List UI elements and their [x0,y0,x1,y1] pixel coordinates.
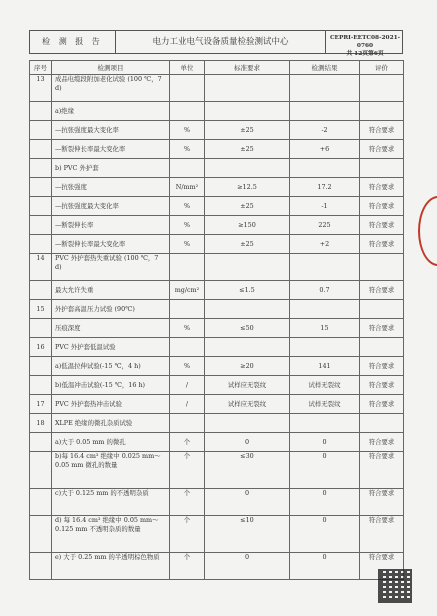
row-requirement [205,300,290,319]
row-unit: 个 [170,516,205,553]
table-row [30,75,404,102]
row-item: PVC 外护套热失重试验 (100 ℃，7 d) [52,254,170,281]
row-requirement: 0 [205,489,290,516]
row-evaluation: 符合要求 [360,140,404,159]
table-row [30,452,404,489]
col-item: 检测项目 [52,61,170,75]
row-item: 成品电缆段附加老化试验 (100 ℃，7 d) [52,75,170,102]
row-no: 18 [30,414,52,433]
table-row [30,178,404,197]
row-item: —断裂伸长率 [52,216,170,235]
row-evaluation: 符合要求 [360,281,404,300]
row-no [30,159,52,178]
page-count: 共 12页第6页 [346,51,384,57]
row-result: 0.7 [290,281,360,300]
row-unit: % [170,357,205,376]
row-result: 试样无裂纹 [290,376,360,395]
table-row [30,140,404,159]
row-unit [170,300,205,319]
row-unit [170,254,205,281]
row-no: 16 [30,338,52,357]
row-no [30,452,52,489]
row-requirement: ≤30 [205,452,290,489]
row-unit: 个 [170,433,205,452]
row-evaluation: 符合要求 [360,376,404,395]
table-row [30,197,404,216]
row-result: 0 [290,452,360,489]
report-type: 检 测 报 告 [42,37,103,46]
row-evaluation [360,254,404,281]
row-no [30,376,52,395]
row-unit: % [170,319,205,338]
row-result: 225 [290,216,360,235]
row-requirement: ≥20 [205,357,290,376]
col-no: 序号 [30,61,52,75]
row-no [30,319,52,338]
row-result: 0 [290,516,360,553]
row-no: 13 [30,75,52,102]
row-result [290,254,360,281]
row-item: PVC 外护套低温试验 [52,338,170,357]
table-row [30,281,404,300]
row-evaluation: 符合要求 [360,357,404,376]
table-row [30,395,404,414]
table-row [30,516,404,553]
row-unit [170,159,205,178]
row-item: —抗张强度 [52,178,170,197]
row-requirement: 试样应无裂纹 [205,376,290,395]
row-result: 17.2 [290,178,360,197]
row-evaluation: 符合要求 [360,319,404,338]
row-item: b)每 16.4 cm³ 绝缘中 0.025 mm～0.05 mm 微孔的数量 [52,452,170,489]
row-result: -2 [290,121,360,140]
row-unit: / [170,395,205,414]
row-item: —断裂伸长率最大变化率 [52,140,170,159]
row-result: 0 [290,433,360,452]
row-requirement: ±25 [205,121,290,140]
row-item: b)低温冲击试验(-15 ℃，16 h) [52,376,170,395]
table-row [30,433,404,452]
row-result [290,159,360,178]
row-result [290,75,360,102]
row-item: XLPE 绝缘的微孔杂质试验 [52,414,170,433]
row-evaluation: 符合要求 [360,489,404,516]
col-evaluation: 评价 [360,61,404,75]
row-no [30,102,52,121]
row-evaluation: 符合要求 [360,452,404,489]
row-no: 14 [30,254,52,281]
table-row [30,102,404,121]
row-item: —断裂伸长率最大变化率 [52,235,170,254]
row-requirement: ≤1.5 [205,281,290,300]
row-item: 压痕深度 [52,319,170,338]
row-evaluation [360,102,404,121]
row-evaluation: 符合要求 [360,121,404,140]
row-no [30,178,52,197]
row-unit: mg/cm² [170,281,205,300]
issuer-name: 电力工业电气设备质量检验测试中心 [152,37,289,47]
row-item: a)绝缘 [52,102,170,121]
row-unit [170,338,205,357]
table-row [30,357,404,376]
row-result: 试样无裂纹 [290,395,360,414]
row-item: —抗张强度最大变化率 [52,121,170,140]
table-row [30,121,404,140]
row-result [290,338,360,357]
row-result [290,300,360,319]
table-row [30,319,404,338]
row-unit: / [170,376,205,395]
row-no [30,357,52,376]
seal-stamp [418,196,437,266]
row-unit: % [170,235,205,254]
row-requirement: ≥12.5 [205,178,290,197]
row-unit: % [170,216,205,235]
row-requirement [205,338,290,357]
col-requirement: 标准要求 [205,61,290,75]
table-row [30,254,404,281]
row-item: 外护套高温压力试验 (90℃) [52,300,170,319]
row-evaluation: 符合要求 [360,516,404,553]
row-evaluation [360,75,404,102]
row-evaluation: 符合要求 [360,433,404,452]
row-requirement: ≤50 [205,319,290,338]
row-requirement [205,159,290,178]
row-evaluation: 符合要求 [360,395,404,414]
row-no [30,489,52,516]
row-result [290,102,360,121]
row-item: d) 每 16.4 cm³ 绝缘中 0.05 mm～0.125 mm 不透明杂质的数量 [52,516,170,553]
row-requirement: ±25 [205,235,290,254]
row-item: e) 大于 0.25 mm 的半透明棕色物质 [52,553,170,580]
row-item: 最大允许失重 [52,281,170,300]
row-no [30,235,52,254]
row-item: PVC 外护套热冲击试验 [52,395,170,414]
row-unit: 个 [170,452,205,489]
row-unit [170,102,205,121]
row-item: a)大于 0.05 mm 的微孔 [52,433,170,452]
row-no: 17 [30,395,52,414]
qr-code [378,569,412,603]
row-evaluation: 符合要求 [360,197,404,216]
row-no [30,197,52,216]
table-row [30,376,404,395]
row-result: +6 [290,140,360,159]
row-unit: N/mm² [170,178,205,197]
row-result: 141 [290,357,360,376]
row-requirement: 0 [205,433,290,452]
table-row [30,300,404,319]
row-requirement [205,414,290,433]
table-row [30,489,404,516]
row-no [30,433,52,452]
row-result: 0 [290,489,360,516]
table-row [30,553,404,580]
table-row [30,338,404,357]
row-item: —抗张强度最大变化率 [52,197,170,216]
row-requirement: ≥150 [205,216,290,235]
row-unit: % [170,140,205,159]
report-header [29,30,403,57]
table-header-row [30,61,404,75]
row-evaluation: 符合要求 [360,216,404,235]
row-evaluation: 符合要求 [360,235,404,254]
row-requirement [205,254,290,281]
row-evaluation [360,338,404,357]
row-result: -1 [290,197,360,216]
report-code-block [326,31,404,56]
row-evaluation [360,414,404,433]
row-requirement: ±25 [205,197,290,216]
row-result: 0 [290,553,360,580]
row-result: 15 [290,319,360,338]
table-row [30,235,404,254]
row-no [30,516,52,553]
report-code: CEPRI-EETC08-2021-0760 [329,35,401,49]
row-no [30,281,52,300]
row-evaluation: 符合要求 [360,553,404,580]
row-requirement: 试样应无裂纹 [205,395,290,414]
row-evaluation: 符合要求 [360,178,404,197]
row-evaluation [360,300,404,319]
row-requirement [205,75,290,102]
table-row [30,414,404,433]
row-requirement [205,102,290,121]
row-unit: 个 [170,489,205,516]
row-unit: % [170,121,205,140]
row-result: +2 [290,235,360,254]
row-unit [170,414,205,433]
row-result [290,414,360,433]
results-table [29,60,404,580]
row-no [30,553,52,580]
row-no [30,121,52,140]
table-row [30,159,404,178]
row-evaluation [360,159,404,178]
row-no: 15 [30,300,52,319]
row-no [30,216,52,235]
col-result: 检测结果 [290,61,360,75]
row-no [30,140,52,159]
table-row [30,216,404,235]
row-requirement: ≤10 [205,516,290,553]
row-item: c)大于 0.125 mm 的不透明杂质 [52,489,170,516]
row-requirement: 0 [205,553,290,580]
row-unit: % [170,197,205,216]
col-unit: 单位 [170,61,205,75]
row-unit [170,75,205,102]
row-requirement: ±25 [205,140,290,159]
row-unit: 个 [170,553,205,580]
row-item: a)低温拉伸试验(-15 ℃，4 h) [52,357,170,376]
row-item: b) PVC 外护套 [52,159,170,178]
